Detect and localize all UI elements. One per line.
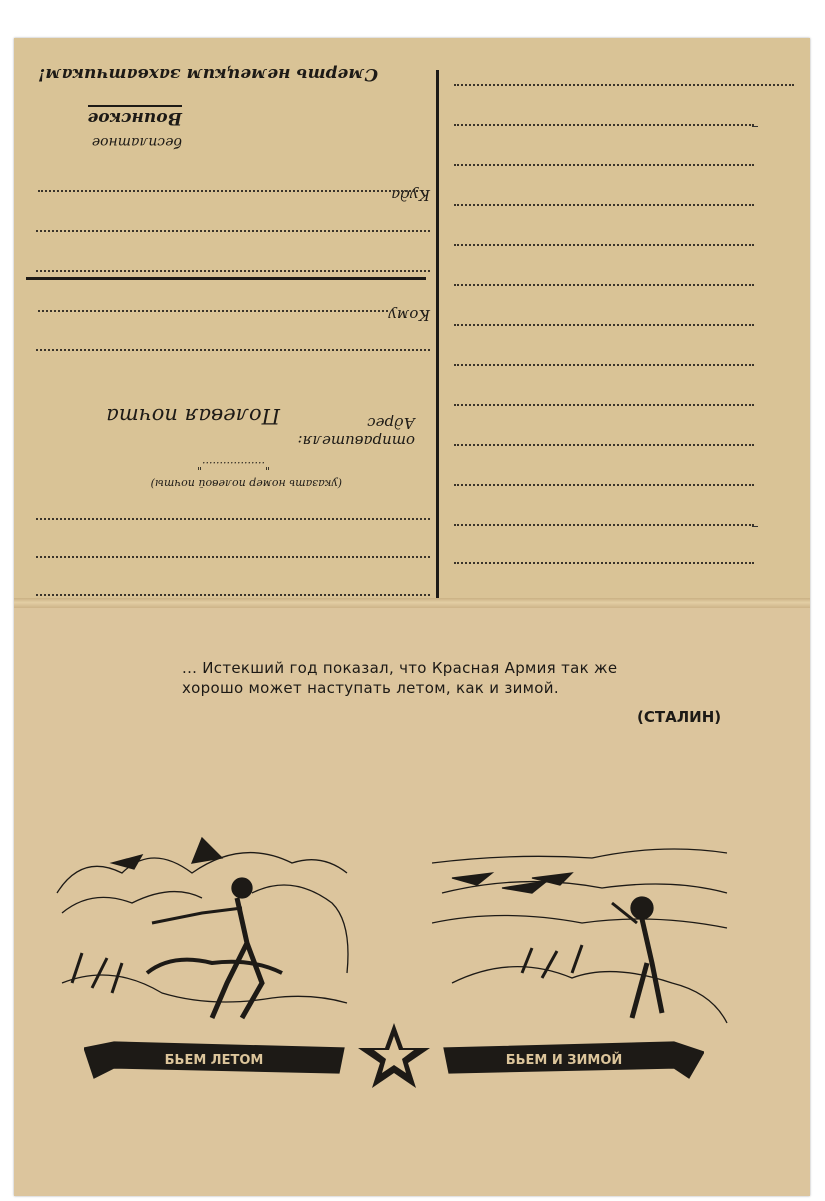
- address-block-upside-down: [14, 38, 810, 602]
- sender-line: [36, 594, 430, 596]
- address-line: [36, 349, 430, 351]
- where-label: Куда: [391, 186, 430, 204]
- winter-battle-illustration: [432, 833, 732, 1033]
- sender-label-line1: Адрес: [367, 414, 415, 432]
- slogan: Смерть немецким захватчикам!: [37, 64, 378, 84]
- postage-subheading: бесплатное: [91, 134, 182, 150]
- quote-line-1: ... Истекший год показал, что Красная Армия так же: [182, 659, 618, 677]
- to-label: Кому: [388, 306, 430, 324]
- banner-right-text: БЬЕМ И ЗИМОЙ: [505, 1053, 623, 1068]
- field-post-title: Полевая почта: [106, 404, 280, 428]
- sender-line: [36, 556, 430, 558]
- address-line: [36, 230, 430, 232]
- summer-battle-illustration: [52, 833, 352, 1033]
- red-army-star-icon: [358, 1023, 430, 1088]
- postage-heading: Воинское: [88, 105, 182, 128]
- letter-sheet: [14, 38, 810, 1196]
- envelope-side: [14, 38, 810, 602]
- field-post-number-line: "..................": [196, 459, 270, 472]
- banner-left-text: БЬЕМ ЛЕТОМ: [164, 1053, 264, 1068]
- stalin-quote: [182, 658, 617, 698]
- ribbon-banner: [84, 1018, 704, 1088]
- quote-line-2: хорошо может наступать летом, как и зимой.: [182, 679, 559, 697]
- address-line: [36, 270, 430, 272]
- sender-label-line2: отправителя:: [297, 432, 415, 450]
- address-line: [38, 190, 418, 192]
- address-line: [38, 310, 388, 312]
- sender-line: [36, 518, 430, 520]
- quote-author: (СТАЛИН): [637, 708, 722, 726]
- field-post-number-hint: (указать номер полевой почты): [150, 477, 342, 490]
- fold-crease: [14, 598, 810, 608]
